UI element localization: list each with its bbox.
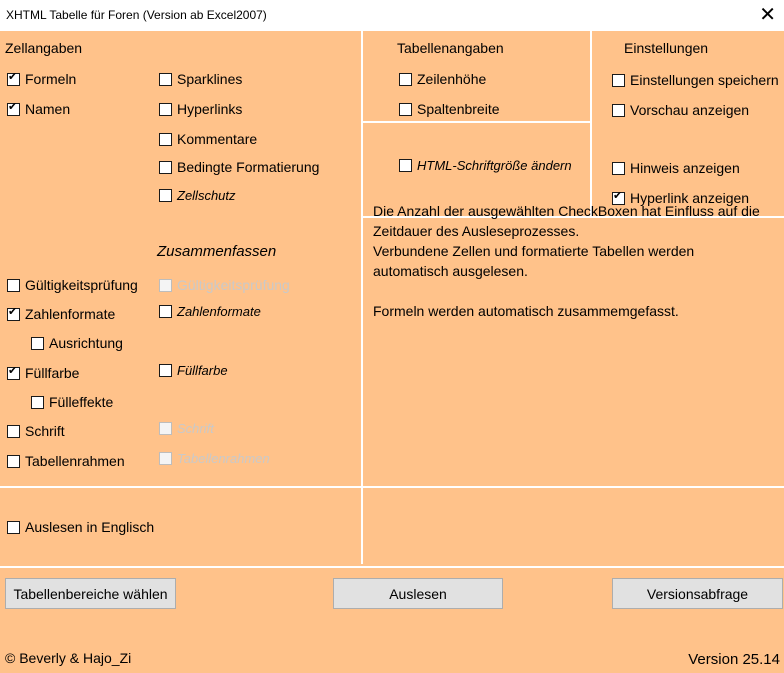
zahlenformate-checkbox[interactable]	[7, 306, 115, 322]
einstellungen-header: Einstellungen	[624, 40, 709, 56]
auslesen-button[interactable]: Auslesen	[333, 578, 503, 609]
checkbox-label: Gültigkeitsprüfung	[25, 277, 138, 293]
checkbox-label: Füllfarbe	[177, 363, 228, 378]
divider-v-left	[361, 31, 363, 564]
ausrichtung-checkbox[interactable]	[31, 335, 123, 351]
checkbox-label: Formeln	[25, 71, 77, 87]
checkbox-box[interactable]	[159, 73, 172, 86]
checkbox-label: Fülleffekte	[49, 394, 114, 410]
info-text	[373, 201, 773, 321]
checkbox-label: Spaltenbreite	[417, 101, 500, 117]
spaltenbreite-checkbox[interactable]	[399, 101, 500, 117]
checkbox-label: Hinweis anzeigen	[630, 160, 740, 176]
checkbox-label: Ausrichtung	[49, 335, 123, 351]
html-schriftgroesse-checkbox[interactable]	[399, 158, 572, 173]
zusammenfassen-tabellenrahmen-checkbox	[159, 451, 270, 466]
checkbox-label: Schrift	[25, 423, 65, 439]
checkbox-box[interactable]	[159, 305, 172, 318]
checkbox-label: Hyperlinks	[177, 101, 243, 117]
zusammenfassen-gueltigkeitspruefung-checkbox	[159, 277, 290, 293]
info-line-3: Formeln werden automatisch zusammemgefasst.	[373, 303, 679, 319]
checkbox-box[interactable]	[399, 73, 412, 86]
checkbox-label: Auslesen in Englisch	[25, 519, 155, 535]
zusammenfassen-header: Zusammenfassen	[157, 243, 277, 260]
tabellenrahmen-checkbox[interactable]	[7, 453, 125, 469]
checkbox-box[interactable]	[399, 159, 412, 172]
checkbox-box	[159, 452, 172, 465]
checkbox-label: Füllfarbe	[25, 365, 80, 381]
checkbox-box[interactable]	[159, 103, 172, 116]
checkbox-box[interactable]	[612, 162, 625, 175]
checkbox-label: Namen	[25, 101, 71, 117]
checkbox-box	[159, 279, 172, 292]
checkbox-box[interactable]	[7, 367, 20, 380]
checkbox-label: Zeilenhöhe	[417, 71, 487, 87]
divider-h-bottom	[0, 566, 784, 568]
auslesen-englisch-checkbox[interactable]	[7, 519, 154, 535]
divider-h-tabellen	[363, 121, 590, 123]
checkbox-box[interactable]	[159, 133, 172, 146]
fuellfarbe-checkbox[interactable]	[7, 365, 79, 381]
bedingte-formatierung-checkbox[interactable]	[159, 159, 319, 175]
checkbox-label: HTML-Schriftgröße ändern	[417, 158, 572, 173]
zellangaben-header: Zellangaben	[5, 40, 83, 56]
tabellenangaben-header: Tabellenangaben	[397, 40, 504, 56]
tabellenbereiche-waehlen-button[interactable]: Tabellenbereiche wählen	[5, 578, 176, 609]
checkbox-box[interactable]	[7, 103, 20, 116]
checkbox-label: Vorschau anzeigen	[630, 102, 750, 118]
zusammenfassen-schrift-checkbox	[159, 421, 214, 436]
checkbox-box[interactable]	[159, 189, 172, 202]
version-text: Version 25.14	[688, 651, 780, 668]
checkbox-label: Gültigkeitsprüfung	[177, 277, 290, 293]
zusammenfassen-zahlenformate-checkbox[interactable]	[159, 304, 261, 319]
checkbox-label: Schrift	[177, 421, 214, 436]
zeilenhoehe-checkbox[interactable]	[399, 71, 486, 87]
checkbox-box[interactable]	[159, 364, 172, 377]
checkbox-label: Bedingte Formatierung	[177, 159, 320, 175]
info-line-1: Die Anzahl der ausgewählten CheckBoxen hat Einfluss auf die Zeitdauer des Ausleseprozesses.	[373, 203, 760, 239]
checkbox-label: Tabellenrahmen	[25, 453, 125, 469]
zellschutz-checkbox[interactable]	[159, 188, 236, 203]
checkbox-box[interactable]	[612, 104, 625, 117]
checkbox-box[interactable]	[612, 74, 625, 87]
einstellungen-speichern-checkbox[interactable]	[612, 72, 779, 88]
versionsabfrage-button[interactable]: Versionsabfrage	[612, 578, 783, 609]
checkbox-box[interactable]	[159, 161, 172, 174]
window-title: XHTML Tabelle für Foren (Version ab Excel2007)	[6, 8, 267, 22]
checkbox-box[interactable]	[7, 455, 20, 468]
close-icon[interactable]: ✕	[759, 4, 776, 26]
checkbox-box[interactable]	[7, 425, 20, 438]
hyperlinks-checkbox[interactable]	[159, 101, 242, 117]
checkbox-box[interactable]	[31, 337, 44, 350]
checkbox-label: Zellschutz	[177, 188, 236, 203]
checkbox-box[interactable]	[7, 308, 20, 321]
title-bar	[0, 0, 784, 31]
dialog-body	[0, 31, 784, 673]
info-line-2: Verbundene Zellen und formatierte Tabellen werden automatisch ausgelesen.	[373, 243, 695, 279]
checkbox-box[interactable]	[7, 521, 20, 534]
checkbox-label: Sparklines	[177, 71, 243, 87]
fuelleffekte-checkbox[interactable]	[31, 394, 113, 410]
vorschau-anzeigen-checkbox[interactable]	[612, 102, 749, 118]
checkbox-label: Kommentare	[177, 131, 258, 147]
info-spacer	[373, 281, 773, 301]
sparklines-checkbox[interactable]	[159, 71, 242, 87]
checkbox-box[interactable]	[399, 103, 412, 116]
checkbox-label: Hyperlink anzeigen	[630, 190, 750, 206]
formeln-checkbox[interactable]	[7, 71, 76, 87]
checkbox-label: Zahlenformate	[177, 304, 261, 319]
copyright-text: © Beverly & Hajo_Zi	[5, 650, 132, 666]
gueltigkeitspruefung-checkbox[interactable]	[7, 277, 138, 293]
schrift-checkbox[interactable]	[7, 423, 65, 439]
checkbox-label: Zahlenformate	[25, 306, 116, 322]
divider-h-middle	[0, 486, 784, 488]
checkbox-label: Tabellenrahmen	[177, 451, 270, 466]
namen-checkbox[interactable]	[7, 101, 70, 117]
checkbox-box	[159, 422, 172, 435]
kommentare-checkbox[interactable]	[159, 131, 257, 147]
checkbox-box[interactable]	[31, 396, 44, 409]
divider-v-right	[590, 31, 592, 216]
zusammenfassen-fuellfarbe-checkbox[interactable]	[159, 363, 228, 378]
checkbox-box[interactable]	[7, 73, 20, 86]
checkbox-box[interactable]	[7, 279, 20, 292]
checkbox-label: Einstellungen speichern	[630, 72, 779, 88]
hinweis-anzeigen-checkbox[interactable]	[612, 160, 740, 176]
